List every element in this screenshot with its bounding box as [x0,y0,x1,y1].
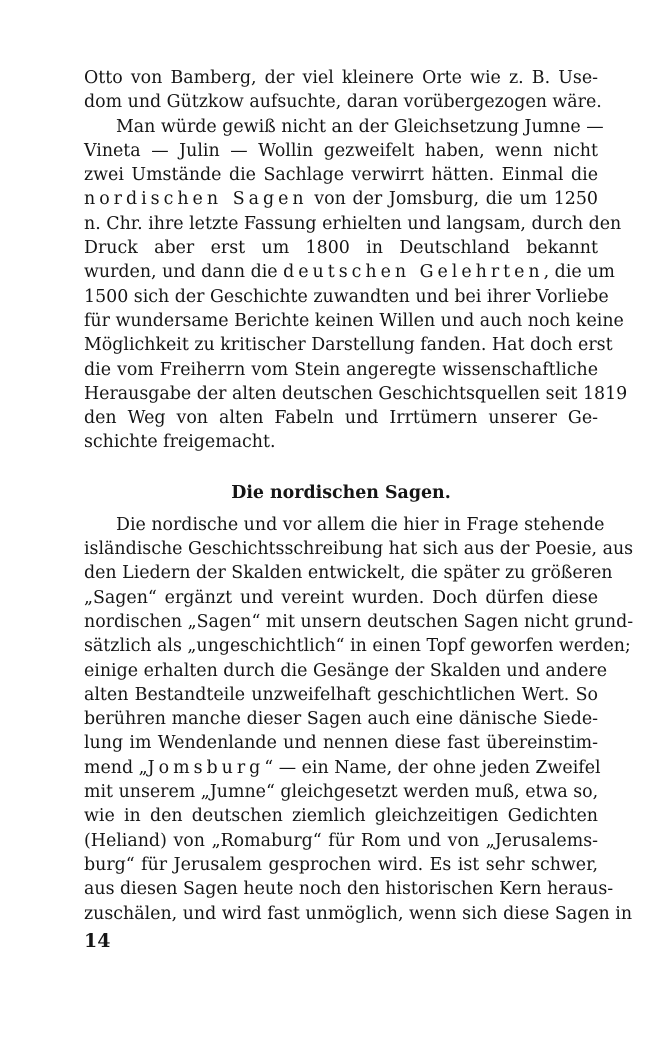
text-line: für wundersame Berichte keinen Willen und auch noch keine [84,310,624,331]
text-line: die vom Freiherrn vom Stein angeregte wissenschaftliche [84,359,598,380]
text-line: Otto von Bamberg, der viel kleinere Orte wie z. B. Use- [84,68,598,88]
text-line: (Heliand) von „Romaburg“ für Rom und von „Jerusalems- [84,830,598,851]
text-line: Vineta — Julin — Wollin gezweifelt haben, wenn nicht [84,140,598,161]
text-line: alten Bestandteile unzweifelhaft geschichtlichen Wert. So [84,684,598,705]
paragraph-1 [84,66,602,115]
line-text: wurden, und dann die [84,262,284,283]
text-line: Möglichkeit zu kritischer Darstellung fanden. Hat doch erst [84,335,613,356]
text-line: dom und Gützkow aufsuchte, daran vorübergezogen wäre. [84,92,602,113]
line-text: mend „ [84,757,148,778]
text-line: Herausgabe der alten deutschen Geschichtsquellen seit 1819 [84,383,628,404]
paragraph-2 [84,115,628,455]
section-heading: Die nordischen Sagen. [231,482,451,503]
emphasized-text: deutschen Gelehrten [283,262,544,283]
text-line: 1500 sich der Geschichte zuwandten und bei ihrer Vorliebe [84,286,609,307]
text-line: aus diesen Sagen heute noch den historischen Kern heraus- [84,879,614,900]
line-text: “ — ein Name, der ohne jeden Zweifel [264,757,601,778]
text-line: burg“ für Jerusalem gesprochen wird. Es ist sehr schwer, [84,854,598,875]
text-line: den Weg von alten Fabeln und Irrtümern unserer Ge- [84,408,598,429]
text-line: schichte freigemacht. [84,432,276,453]
text-line: berühren manche dieser Sagen auch eine dänische Siede- [84,709,598,730]
text-line [84,260,615,284]
page-number: 14 [84,930,111,952]
text-line: Man würde gewiß nicht an der Gleichsetzung Jumne — [116,116,604,137]
text-line: den Liedern der Skalden entwickelt, die später zu größeren [84,563,613,584]
section-gap [84,455,598,481]
text-line [84,756,601,780]
text-column [84,66,634,926]
text-line: Druck aber erst um 1800 in Deutschland bekannt [84,238,598,259]
text-line: nordischen „Sagen“ mit unsern deutschen Sagen nicht grund- [84,611,634,632]
text-line: einige erhalten durch die Gesänge der Skalden und andere [84,660,608,681]
emphasized-text: Jomsburg [147,757,265,778]
text-line: isländische Geschichtsschreibung hat sich aus der Poesie, aus [84,539,634,560]
line-text: von der Jomsburg, die um 1250 [307,189,598,210]
text-line: zuschälen, und wird fast unmöglich, wenn sich diese Sagen in [84,903,633,924]
line-text: , die um [543,262,615,283]
text-line: wie in den deutschen ziemlich gleichzeitigen Gedichten [84,806,598,827]
text-line: „Sagen“ ergänzt und vereint wurden. Doch dürfen diese [84,587,598,608]
text-line: sätzlich als „ungeschichtlich“ in einen Topf geworfen werden; [84,636,631,657]
text-line: n. Chr. ihre letzte Fassung erhielten und langsam, durch den [84,213,622,234]
text-line [84,187,598,211]
emphasized-text: nordischen Sagen [84,189,308,210]
text-line: mit unserem „Jumne“ gleichgesetzt werden muß, etwa so, [84,782,599,803]
text-line: zwei Umstände die Sachlage verwirrt hätten. Einmal die [84,165,598,186]
text-line: lung im Wendenlande und nennen diese fast übereinstim- [84,733,598,754]
paragraph-3 [84,513,634,926]
text-line: Die nordische und vor allem die hier in Frage stehende [116,514,605,535]
